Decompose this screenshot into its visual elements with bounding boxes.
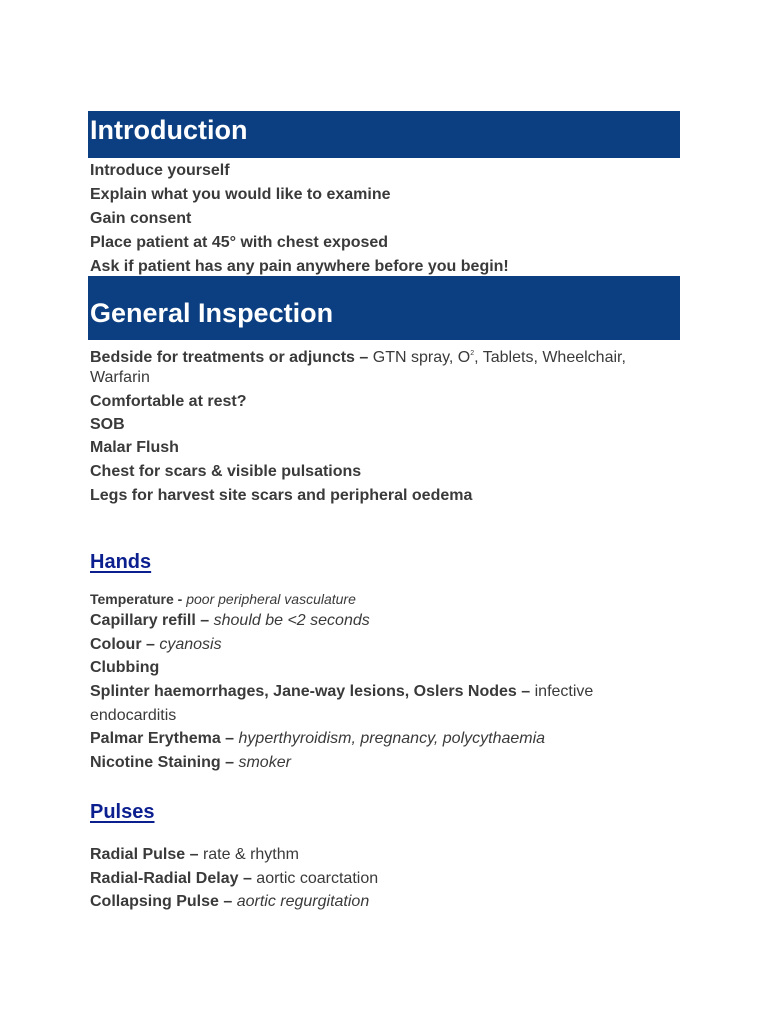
nicotine-label: Nicotine Staining – — [90, 754, 235, 771]
hands-heading: Hands — [90, 551, 152, 573]
capillary-label: Capillary refill – — [90, 612, 210, 629]
bedside-item — [90, 344, 626, 368]
bedside-subscript: 2 — [470, 350, 475, 357]
bedside-text-continued: , Tablets, Wheelchair, — [474, 349, 626, 366]
radial-delay-note: aortic coarctation — [251, 870, 379, 887]
colour-note: cyanosis — [154, 636, 222, 653]
collapsing-pulse-note: aortic regurgitation — [232, 893, 370, 910]
splinter-note-wrap: endocarditis — [90, 707, 177, 724]
temperature-note: poor peripheral vasculature — [186, 591, 356, 607]
radial-delay-label: Radial-Radial Delay – — [90, 870, 252, 887]
temperature-label: Temperature - — [90, 591, 187, 607]
temperature-item — [90, 589, 356, 609]
radial-pulse-label: Radial Pulse – — [90, 846, 199, 863]
introduction-heading: Introduction — [88, 111, 680, 158]
nicotine-note: smoker — [234, 754, 291, 771]
capillary-note: should be <2 seconds — [209, 612, 370, 629]
splinter-note: infective — [530, 683, 594, 700]
nicotine-item — [90, 753, 291, 773]
intro-item: Place patient at 45° with chest exposed — [90, 234, 389, 251]
intro-item: Ask if patient has any pain anywhere before you begin! — [90, 258, 509, 275]
splinter-label: Splinter haemorrhages, Jane-way lesions, Oslers Nodes – — [90, 683, 531, 700]
intro-item: Introduce yourself — [90, 162, 230, 179]
clubbing-item: Clubbing — [90, 659, 160, 676]
splinter-item — [90, 682, 593, 702]
collapsing-pulse-item — [90, 892, 369, 912]
inspection-item: Malar Flush — [90, 439, 179, 456]
bedside-text: GTN spray, O — [368, 349, 471, 366]
palmar-label: Palmar Erythema – — [90, 730, 235, 747]
intro-item: Explain what you would like to examine — [90, 186, 391, 203]
collapsing-pulse-label: Collapsing Pulse – — [90, 893, 233, 910]
colour-item — [90, 635, 222, 655]
inspection-item: Comfortable at rest? — [90, 393, 247, 410]
inspection-item: Legs for harvest site scars and peripheral oedema — [90, 487, 473, 504]
palmar-item — [90, 729, 545, 749]
inspection-item: SOB — [90, 416, 125, 433]
bedside-label: Bedside for treatments or adjuncts – — [90, 349, 369, 366]
palmar-note: hyperthyroidism, pregnancy, polycythaemia — [234, 730, 546, 747]
capillary-item — [90, 611, 370, 631]
intro-item: Gain consent — [90, 210, 192, 227]
radial-delay-item — [90, 869, 378, 889]
radial-pulse-item — [90, 845, 299, 865]
inspection-item: Chest for scars & visible pulsations — [90, 463, 362, 480]
colour-label: Colour – — [90, 636, 155, 653]
pulses-heading: Pulses — [90, 801, 155, 823]
general-inspection-heading: General Inspection — [88, 276, 680, 340]
bedside-item-wrap: Warfarin — [90, 369, 150, 386]
radial-pulse-note: rate & rhythm — [198, 846, 299, 863]
